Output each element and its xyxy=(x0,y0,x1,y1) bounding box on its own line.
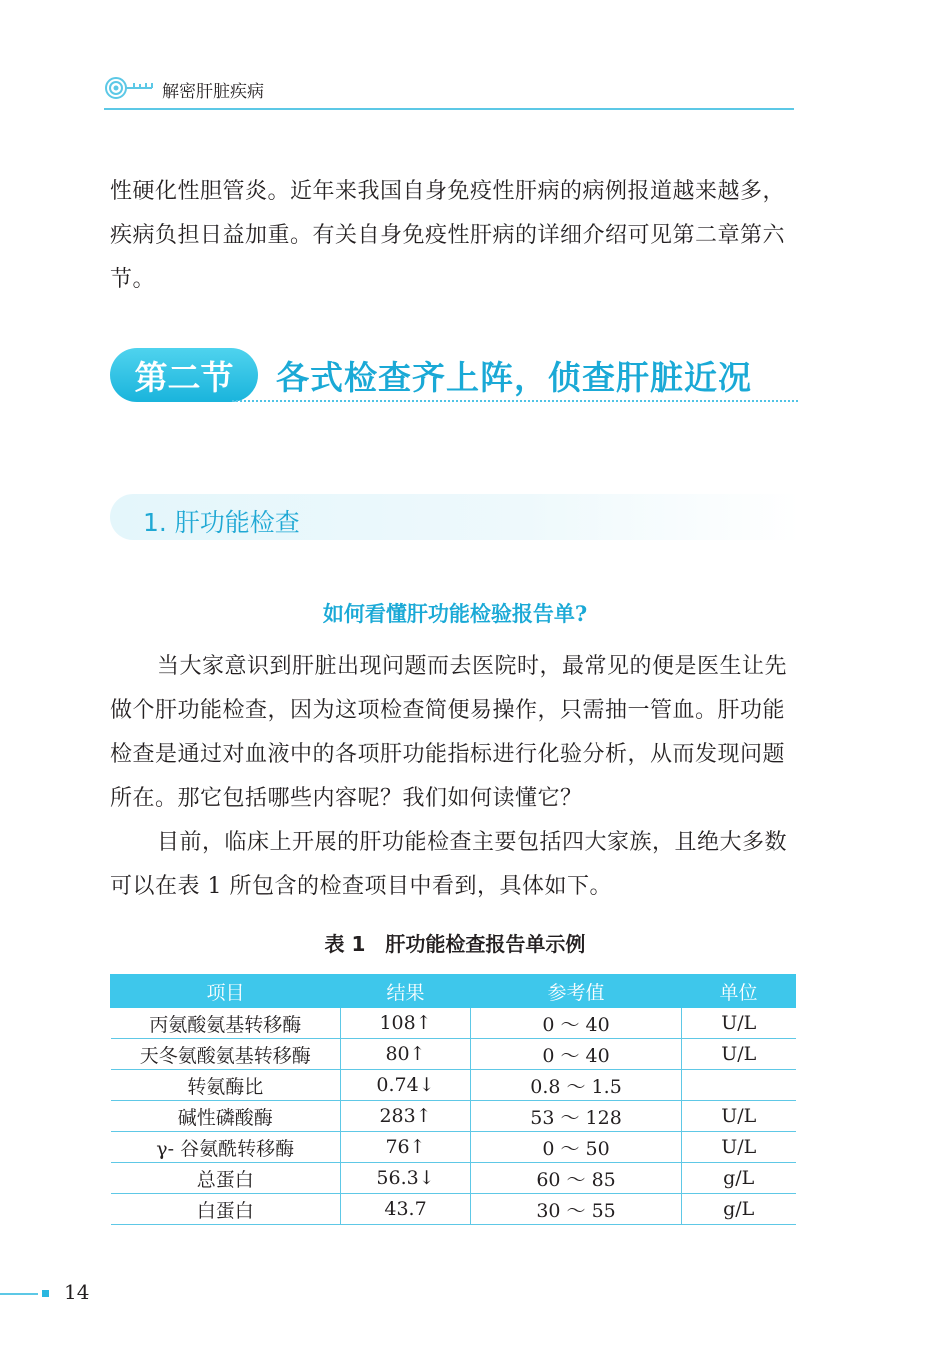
cell-item: 碱性磷酸酶 xyxy=(111,1101,341,1132)
header-divider xyxy=(104,108,794,110)
cell-reference: 30 ～ 55 xyxy=(471,1194,682,1225)
cell-unit xyxy=(681,1070,795,1101)
table-header-row xyxy=(111,974,796,1008)
section-dotted-rule xyxy=(232,400,798,402)
page-number: 14 xyxy=(64,1280,90,1304)
table-row xyxy=(111,1194,796,1225)
table-row xyxy=(111,1070,796,1101)
cell-unit: U/L xyxy=(681,1132,795,1163)
intro-paragraph: 性硬化性胆管炎。近年来我国自身免疫性肝病的病例报道越来越多，疾病负担日益加重。有关自身免疫性肝病的详细介绍可见第二章第六节。 xyxy=(110,179,786,292)
cell-result: 76↑ xyxy=(340,1132,470,1163)
section-badge: 第二节 xyxy=(110,348,258,402)
header-reference: 参考值 xyxy=(471,974,682,1008)
body-paragraph-2: 目前，临床上开展的肝功能检查主要包括四大家族，且绝大多数可以在表 1 所包含的检查项目中看到，具体如下。 xyxy=(110,830,788,899)
square-marker-icon xyxy=(42,1290,49,1297)
cell-result: 0.74↓ xyxy=(340,1070,470,1101)
table-row xyxy=(111,1008,796,1039)
section-title: 各式检查齐上阵，侦查肝脏近况 xyxy=(276,358,752,397)
cell-reference: 53 ～ 128 xyxy=(471,1101,682,1132)
cell-result: 56.3↓ xyxy=(340,1163,470,1194)
cell-unit: U/L xyxy=(681,1101,795,1132)
table-row xyxy=(111,1132,796,1163)
cell-item: 总蛋白 xyxy=(111,1163,341,1194)
cell-item: γ- 谷氨酰转移酶 xyxy=(111,1132,341,1163)
table-caption: 表 1 肝功能检查报告单示例 xyxy=(324,932,586,956)
header-item: 项目 xyxy=(111,974,341,1008)
header-unit: 单位 xyxy=(681,974,795,1008)
liver-function-report-table xyxy=(110,974,796,1225)
cell-unit: U/L xyxy=(681,1039,795,1070)
cell-reference: 0 ～ 40 xyxy=(471,1039,682,1070)
cell-item: 天冬氨酸氨基转移酶 xyxy=(111,1039,341,1070)
cell-result: 283↑ xyxy=(340,1101,470,1132)
cell-unit: U/L xyxy=(681,1008,795,1039)
cell-item: 丙氨酸氨基转移酶 xyxy=(111,1008,341,1039)
question-heading: 如何看懂肝功能检验报告单? xyxy=(322,601,588,626)
cell-result: 80↑ xyxy=(340,1039,470,1070)
key-logo-icon xyxy=(104,74,156,102)
cell-item: 白蛋白 xyxy=(111,1194,341,1225)
header-result: 结果 xyxy=(340,974,470,1008)
table-row xyxy=(111,1039,796,1070)
cell-reference: 0 ～ 50 xyxy=(471,1132,682,1163)
cell-reference: 0 ～ 40 xyxy=(471,1008,682,1039)
cell-reference: 60 ～ 85 xyxy=(471,1163,682,1194)
table-row xyxy=(111,1163,796,1194)
table-row xyxy=(111,1101,796,1132)
subsection-title: 1. 肝功能检查 xyxy=(143,508,300,537)
cell-reference: 0.8 ～ 1.5 xyxy=(471,1070,682,1101)
cell-result: 43.7 xyxy=(340,1194,470,1225)
cell-unit: g/L xyxy=(681,1194,795,1225)
footer-rule xyxy=(0,1293,38,1295)
running-header-title: 解密肝脏疾病 xyxy=(162,82,264,102)
cell-unit: g/L xyxy=(681,1163,795,1194)
body-paragraph-1: 当大家意识到肝脏出现问题而去医院时，最常见的便是医生让先做个肝功能检查，因为这项检查简便易操作，只需抽一管血。肝功能检查是通过对血液中的各项肝功能指标进行化验分析，从而发现问题所在。那它包括哪些内容呢？我们如何读懂它？ xyxy=(110,654,788,811)
cell-result: 108↑ xyxy=(340,1008,470,1039)
cell-item: 转氨酶比 xyxy=(111,1070,341,1101)
